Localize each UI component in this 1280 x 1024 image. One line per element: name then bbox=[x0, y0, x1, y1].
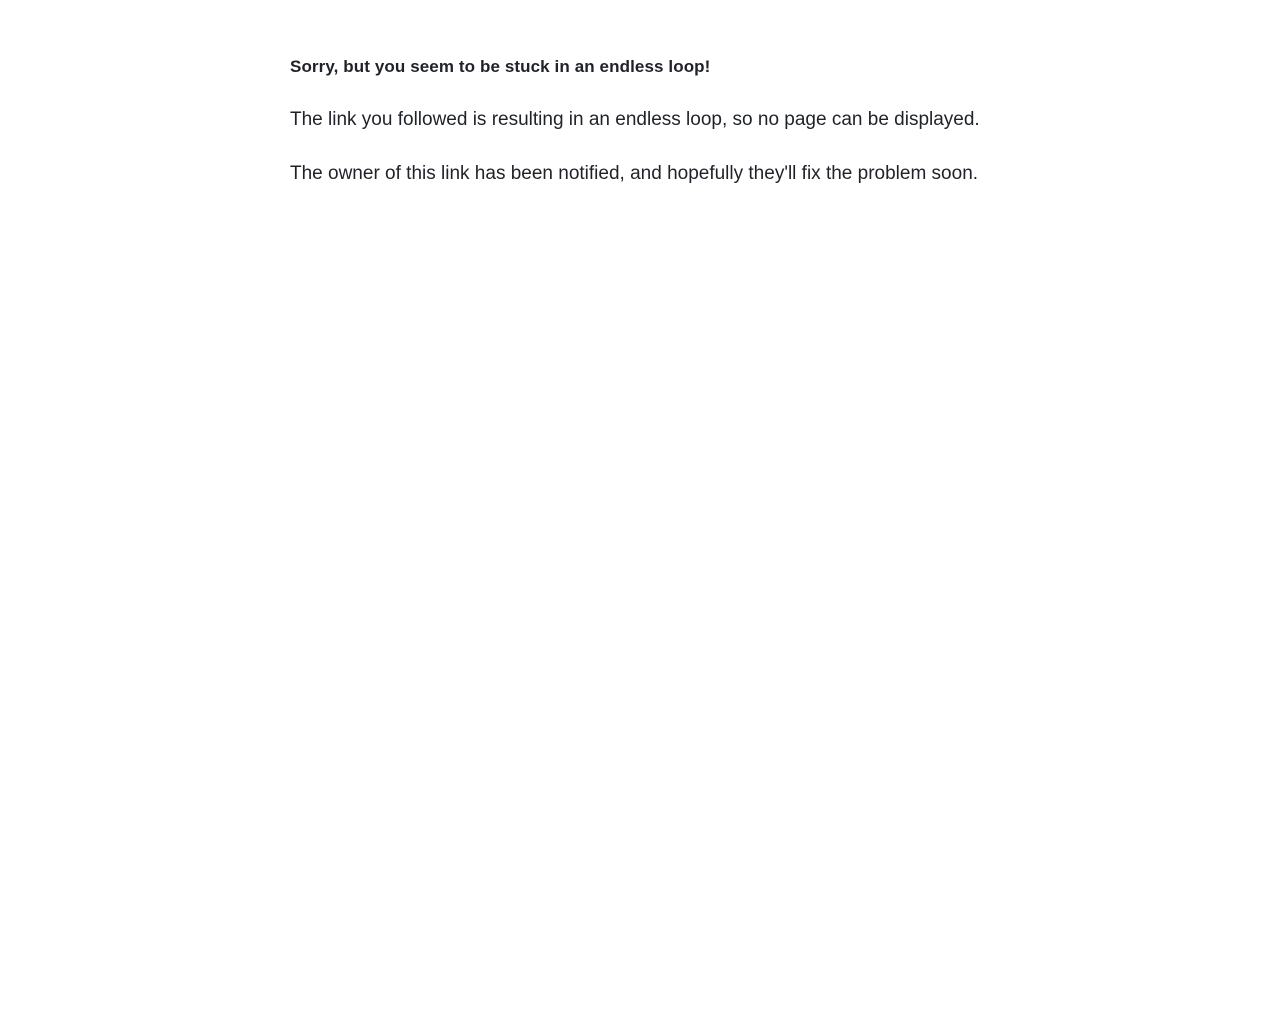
error-detail: The owner of this link has been notified, and hopefully they'll fix the problem soon. bbox=[290, 163, 979, 184]
error-heading: Sorry, but you seem to be stuck in an endless loop! bbox=[290, 57, 711, 76]
error-page bbox=[290, 55, 990, 187]
error-message: The link you followed is resulting in an endless loop, so no page can be displayed. bbox=[290, 109, 980, 130]
